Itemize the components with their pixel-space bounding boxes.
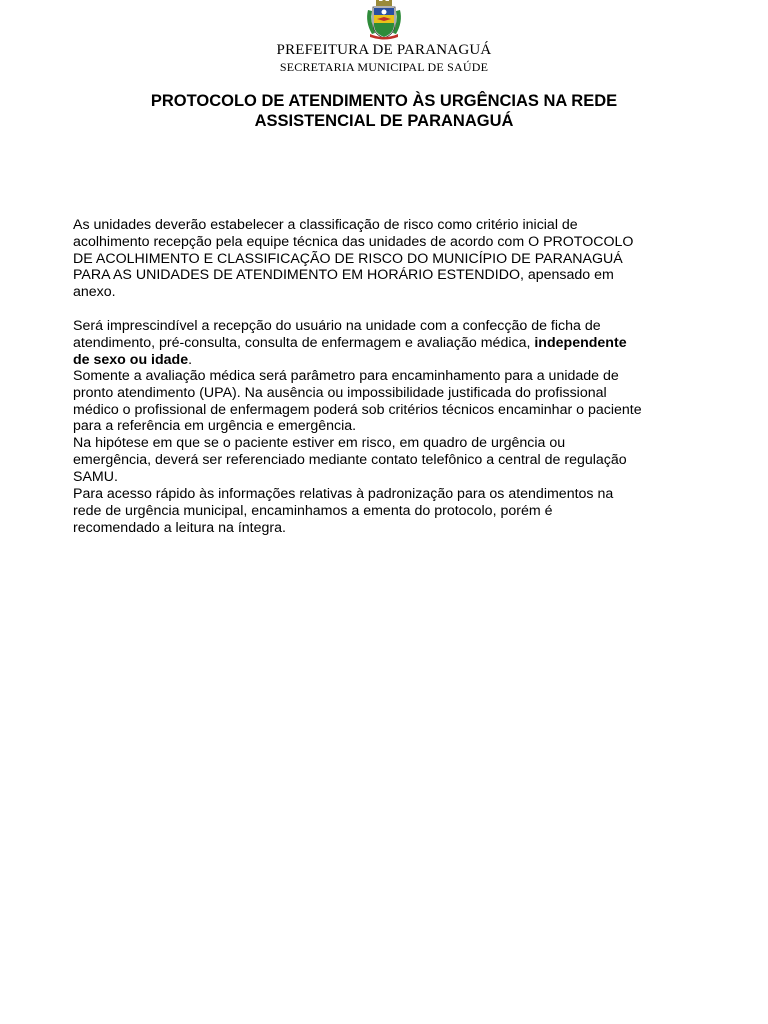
text-line: DE ACOLHIMENTO E CLASSIFICAÇÃO DE RISCO DO MUNICÍPIO DE PARANAGUÁ	[73, 250, 623, 267]
paragraph-reception	[73, 318, 703, 368]
text-line: recomendado a leitura na íntegra.	[73, 519, 286, 536]
text-line: emergência, deverá ser referenciado mediante contato telefônico a central de regulação	[73, 451, 627, 468]
org-department: SECRETARIA MUNICIPAL DE SAÚDE	[279, 60, 489, 74]
text-line: Somente a avaliação médica será parâmetro para encaminhamento para a unidade de	[73, 368, 619, 384]
text-line: para a referência em urgência e emergência.	[73, 418, 357, 435]
text-line: anexo.	[73, 284, 116, 301]
text-line: Na hipótese em que se o paciente estiver em risco, em quadro de urgência ou	[73, 435, 566, 451]
org-name: PREFEITURA DE PARANAGUÁ	[276, 42, 492, 58]
text-segment: .	[188, 351, 193, 368]
paragraph-medical-evaluation	[73, 368, 703, 435]
text-line	[73, 335, 703, 352]
text-line: SAMU.	[73, 468, 118, 485]
emphasis-text: de sexo ou idade	[73, 351, 189, 368]
text-segment: atendimento, pré-consulta, consulta de enfermagem e avaliação médica,	[73, 334, 535, 351]
paragraph-quick-access	[73, 486, 703, 536]
text-line	[73, 352, 703, 369]
title-line: ASSISTENCIAL DE PARANAGUÁ	[254, 112, 514, 130]
text-line: acolhimento recepção pela equipe técnica das unidades de acordo com O PROTOCOLO	[73, 233, 634, 250]
text-line: PARA AS UNIDADES DE ATENDIMENTO EM HORÁRIO ESTENDIDO, apensado em	[73, 267, 614, 284]
text-line: As unidades deverão estabelecer a classificação de risco como critério inicial de	[73, 217, 578, 233]
title-line: PROTOCOLO DE ATENDIMENTO ÀS URGÊNCIAS NA REDE	[150, 92, 618, 110]
municipal-coat-of-arms-icon	[364, 0, 404, 40]
paragraph-risk	[73, 435, 703, 485]
paragraph-classification	[73, 217, 703, 301]
text-line: médico o profissional de enfermagem poderá sob critérios técnicos encaminhar o paciente	[73, 401, 642, 418]
text-line: Para acesso rápido às informações relativas à padronização para os atendimentos na	[73, 486, 614, 502]
text-line: Será imprescindível a recepção do usuário na unidade com a confecção de ficha de	[73, 318, 601, 334]
emphasis-text: independente	[534, 334, 627, 351]
text-line: pronto atendimento (UPA). Na ausência ou impossibilidade justificada do profissional	[73, 384, 607, 401]
text-line: rede de urgência municipal, encaminhamos a ementa do protocolo, porém é	[73, 502, 553, 519]
document-title	[100, 91, 668, 131]
